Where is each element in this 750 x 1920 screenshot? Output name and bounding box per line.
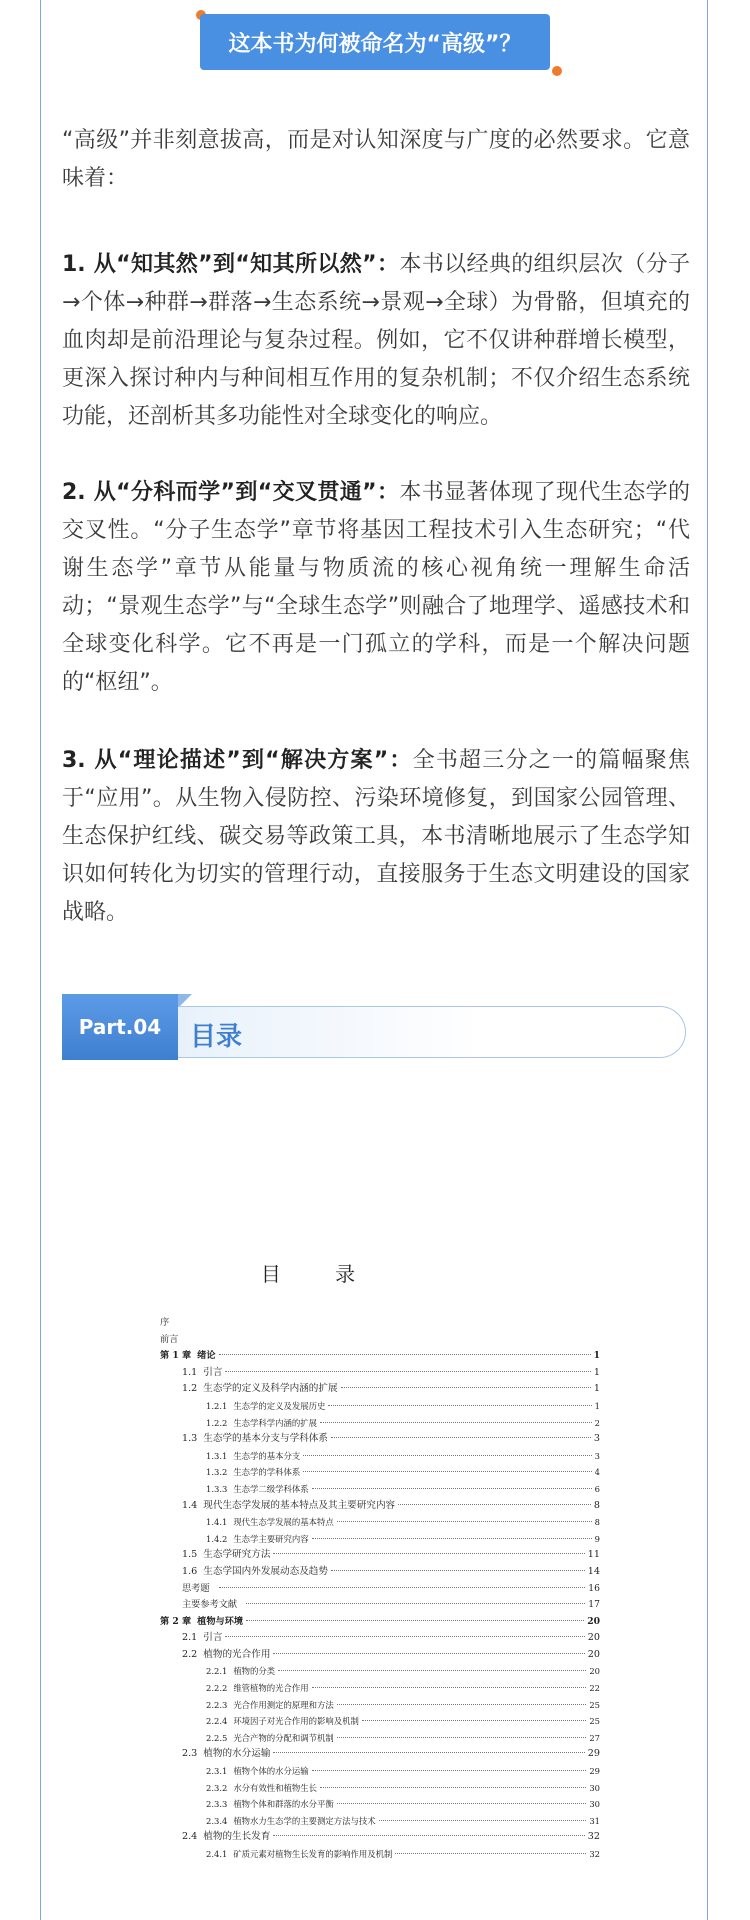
toc-row-number: 2.3	[182, 1748, 198, 1760]
toc-leader-dots	[312, 1687, 587, 1688]
toc-row-number: 2.2.3	[206, 1699, 228, 1710]
toc-row-page: 8	[593, 1499, 600, 1511]
toc-row-title: 绪论	[197, 1350, 216, 1362]
toc-leader-dots	[273, 1553, 584, 1554]
toc-row	[160, 1813, 600, 1830]
point-3	[62, 742, 690, 932]
toc-row-page: 4	[594, 1467, 600, 1478]
toc-row-number: 2.1	[182, 1632, 198, 1644]
toc-row	[160, 1348, 600, 1365]
toc-leader-dots	[303, 1471, 591, 1472]
toc-leader-dots	[362, 1720, 586, 1721]
toc-row-number: 1.1	[182, 1366, 198, 1378]
toc-row	[160, 1514, 600, 1531]
toc-row-title: 植物的生长发育	[203, 1831, 271, 1843]
toc-row-page: 32	[587, 1831, 600, 1843]
toc-row-page: 25	[589, 1699, 600, 1710]
point-2-body: 本书显著体现了现代生态学的交叉性。“分子生态学”章节将基因工程技术引入生态研究；“代谢生态学”章节从能量与物质流的核心视角统一理解生命活动；“景观生态学”与“全球生态学”则融合了地理学、遥感技术和全球变化科学。它不再是一门孤立的学科，而是一个解决问题的“枢纽”。	[62, 480, 690, 695]
toc-row-number: 1.2.2	[206, 1417, 228, 1428]
toc-row-title: 植物的光合作用	[203, 1648, 271, 1660]
toc-row-title: 引言	[203, 1366, 223, 1378]
toc-row-page: 2	[594, 1417, 600, 1428]
toc-row-number: 2.4.1	[206, 1849, 228, 1859]
toc-leader-dots	[337, 1521, 592, 1522]
toc-row-page: 29	[587, 1748, 600, 1760]
toc-row-number: 2.2.4	[206, 1716, 228, 1727]
toc-row-number: 思考题	[182, 1582, 210, 1594]
toc-row-page: 3	[593, 1433, 600, 1445]
section-header-title: 这本书为何被命名为“高级”？	[200, 14, 550, 70]
toc-row-title: 生态学的定义及发展历史	[233, 1400, 326, 1411]
toc-leader-dots	[320, 1787, 586, 1788]
toc-row-page: 1	[593, 1350, 600, 1362]
toc-leader-dots	[219, 1354, 591, 1355]
toc-row-title: 生态学研究方法	[203, 1549, 271, 1561]
toc-row-number: 第 1 章	[160, 1350, 192, 1362]
point-1-body: 本书以经典的组织层次（分子→个体→种群→群落→生态系统→景观→全球）为骨骼，但填充的血肉却是前沿理论与复杂过程。例如，它不仅讲种群增长模型，更深入探讨种内与种间相互作用的复杂机制；不仅介绍生态系统功能，还剖析其多功能性对全球变化的响应。	[62, 252, 690, 429]
toc-row-number: 2.3.2	[206, 1782, 228, 1793]
toc-row-number: 2.2.1	[206, 1666, 228, 1677]
toc-row-page: 8	[594, 1517, 600, 1528]
toc-row-page: 31	[589, 1815, 600, 1826]
toc-row	[160, 1381, 600, 1398]
toc-leader-dots	[379, 1820, 587, 1821]
toc-leader-dots	[395, 1853, 586, 1854]
toc-leader-dots	[273, 1835, 584, 1836]
toc-row-page: 32	[589, 1849, 600, 1859]
toc-row-number: 1.3	[182, 1433, 198, 1445]
toc-row	[160, 1730, 600, 1747]
toc-row-page: 20	[587, 1615, 600, 1627]
toc-leader-dots	[341, 1387, 591, 1388]
toc-row-title: 生态学的基本分支与学科体系	[203, 1433, 328, 1445]
toc-row	[160, 1581, 600, 1598]
part-banner	[62, 994, 688, 1060]
toc-leader-dots	[337, 1803, 587, 1804]
toc-row-number: 2.2.2	[206, 1683, 228, 1694]
toc-row-number: 1.4.1	[206, 1517, 228, 1528]
toc-leader-dots	[331, 1570, 585, 1571]
toc-row-page: 11	[587, 1549, 600, 1561]
toc-row-number: 2.3.1	[206, 1766, 228, 1777]
toc-row-title: 生态学的学科体系	[233, 1467, 301, 1478]
toc-row-title: 矿质元素对植物生长发育的影响作用及机制	[233, 1849, 393, 1859]
toc-row-page: 3	[594, 1450, 600, 1461]
toc-row-page: 9	[594, 1533, 600, 1544]
toc-leader-dots	[312, 1538, 592, 1539]
toc-row-number: 1.4	[182, 1499, 198, 1511]
toc-row-number: 前言	[160, 1333, 179, 1345]
toc-leader-dots	[312, 1770, 587, 1771]
toc-row	[160, 1663, 600, 1680]
toc-row-title: 光合作用测定的原理和方法	[233, 1699, 334, 1710]
toc-row-number: 2.3.3	[206, 1799, 228, 1810]
toc-row-number: 1.3.2	[206, 1467, 228, 1478]
point-3-heading: 3. 从“理论描述”到“解决方案”：	[62, 748, 413, 773]
toc-row-number: 2.3.4	[206, 1815, 228, 1826]
toc-row-page: 29	[589, 1766, 600, 1777]
toc-row	[160, 1365, 600, 1382]
toc-row	[160, 1531, 600, 1548]
toc-row	[160, 1415, 600, 1432]
toc-leader-dots	[246, 1603, 585, 1604]
toc-row-title: 生态学国内外发展动态及趋势	[203, 1565, 328, 1577]
intro-paragraph: “高级”并非刻意拔高，而是对认知深度与广度的必然要求。它意味着：	[62, 128, 690, 191]
orange-dot-decoration	[552, 66, 562, 76]
toc-row-number: 1.4.2	[206, 1533, 228, 1544]
toc-row	[160, 1780, 600, 1797]
toc-row-title: 生态学的定义及科学内涵的扩展	[203, 1383, 338, 1395]
toc-row-page: 22	[589, 1683, 600, 1694]
toc-row	[160, 1431, 600, 1448]
point-2	[62, 474, 690, 702]
toc-row	[160, 1713, 600, 1730]
toc-row-page: 30	[589, 1782, 600, 1793]
toc-row	[160, 1547, 600, 1564]
table-of-contents	[160, 1315, 600, 1863]
toc-leader-dots	[219, 1587, 586, 1588]
toc-row	[160, 1332, 600, 1349]
toc-row-title: 维管植物的光合作用	[233, 1683, 309, 1694]
toc-row-number: 1.2.1	[206, 1400, 228, 1411]
toc-row	[160, 1481, 600, 1498]
part-label: 目录	[190, 1021, 243, 1052]
toc-row-number: 1.6	[182, 1565, 198, 1577]
toc-leader-dots	[331, 1437, 591, 1438]
toc-row-number: 第 2 章	[160, 1615, 192, 1627]
toc-row-title: 引言	[203, 1632, 223, 1644]
toc-leader-dots	[278, 1670, 586, 1671]
toc-row	[160, 1498, 600, 1515]
toc-row-page: 1	[593, 1383, 600, 1395]
toc-row-page: 14	[587, 1565, 600, 1577]
toc-leader-dots	[337, 1704, 587, 1705]
toc-row-number: 2.2	[182, 1648, 198, 1660]
toc-row-number: 序	[160, 1317, 170, 1328]
toc-row-title: 现代生态学发展的基本特点及其主要研究内容	[203, 1499, 396, 1511]
point-1-heading: 1. 从“知其然”到“知其所以然”：	[62, 252, 400, 277]
toc-row-page: 25	[589, 1716, 600, 1727]
toc-leader-dots	[328, 1405, 591, 1406]
toc-leader-dots	[225, 1371, 590, 1372]
toc-row-number: 2.2.5	[206, 1732, 228, 1743]
toc-leader-dots	[273, 1752, 584, 1753]
toc-row-page: 20	[587, 1648, 600, 1660]
toc-leader-dots	[225, 1636, 584, 1637]
toc-row-title: 植物与环境	[197, 1615, 244, 1627]
toc-row	[160, 1746, 600, 1763]
toc-leader-dots	[273, 1653, 584, 1654]
toc-row-title: 植物的分类	[233, 1666, 276, 1677]
toc-row-title: 植物水力生态学的主要测定方法与技术	[233, 1815, 376, 1826]
toc-leader-dots	[312, 1488, 592, 1489]
toc-row	[160, 1398, 600, 1415]
toc-row-number: 1.2	[182, 1383, 198, 1395]
toc-row-page: 1	[594, 1400, 600, 1411]
toc-row-page: 20	[587, 1632, 600, 1644]
toc-row-title: 生态学二级学科体系	[233, 1483, 309, 1494]
toc-row	[160, 1647, 600, 1664]
point-1	[62, 246, 690, 436]
toc-leader-dots	[320, 1422, 592, 1423]
toc-row	[160, 1680, 600, 1697]
part-tag: Part.04	[62, 994, 178, 1060]
toc-row-title: 生态学科学内涵的扩展	[233, 1417, 318, 1428]
point-2-heading: 2. 从“分科而学”到“交叉贯通”：	[62, 480, 400, 505]
toc-row	[160, 1614, 600, 1631]
toc-row	[160, 1697, 600, 1714]
toc-leader-dots	[398, 1504, 591, 1505]
toc-row	[160, 1829, 600, 1846]
toc-row-number: 1.3.1	[206, 1450, 228, 1461]
toc-row-title: 植物个体和群落的水分平衡	[233, 1799, 334, 1810]
toc-leader-dots	[246, 1620, 584, 1621]
toc-row-title: 光合产物的分配和调节机制	[233, 1732, 334, 1743]
toc-row-page: 17	[588, 1599, 600, 1611]
toc-row-number: 主要参考文献	[182, 1599, 238, 1611]
section-header	[200, 14, 550, 70]
toc-row-title: 植物的水分运输	[203, 1748, 271, 1760]
toc-leader-dots	[337, 1737, 587, 1738]
toc-row-title: 水分有效性和植物生长	[233, 1782, 318, 1793]
toc-row-page: 27	[589, 1732, 600, 1743]
toc-row-title: 植物个体的水分运输	[233, 1766, 309, 1777]
toc-title: 目 录	[260, 1262, 380, 1286]
toc-row-number: 1.3.3	[206, 1483, 228, 1494]
toc-row	[160, 1597, 600, 1614]
toc-row-page: 16	[588, 1582, 600, 1594]
toc-row-number: 1.5	[182, 1549, 198, 1561]
toc-row	[160, 1846, 600, 1863]
toc-row	[160, 1564, 600, 1581]
toc-row-title: 生态学的基本分支	[233, 1450, 301, 1461]
toc-row-page: 30	[589, 1799, 600, 1810]
toc-row-page: 1	[593, 1366, 600, 1378]
part-banner-bar	[178, 1006, 686, 1058]
toc-row-number: 2.4	[182, 1831, 198, 1843]
toc-row	[160, 1796, 600, 1813]
toc-row-title: 环境因子对光合作用的影响及机制	[233, 1716, 359, 1727]
toc-row-title: 现代生态学发展的基本特点	[233, 1517, 334, 1528]
point-3-body: 全书超三分之一的篇幅聚焦于“应用”。从生物入侵防控、污染环境修复，到国家公园管理、生态保护红线、碳交易等政策工具，本书清晰地展示了生态学知识如何转化为切实的管理行动，直接服务于生态文明建设的国家战略。	[62, 748, 690, 925]
toc-leader-dots	[303, 1455, 591, 1456]
toc-row-page: 20	[589, 1666, 600, 1677]
toc-row	[160, 1763, 600, 1780]
toc-row-title: 生态学主要研究内容	[233, 1533, 309, 1544]
toc-row	[160, 1464, 600, 1481]
toc-row	[160, 1630, 600, 1647]
toc-row	[160, 1448, 600, 1465]
toc-row-page: 6	[594, 1483, 600, 1494]
toc-row	[160, 1315, 600, 1332]
